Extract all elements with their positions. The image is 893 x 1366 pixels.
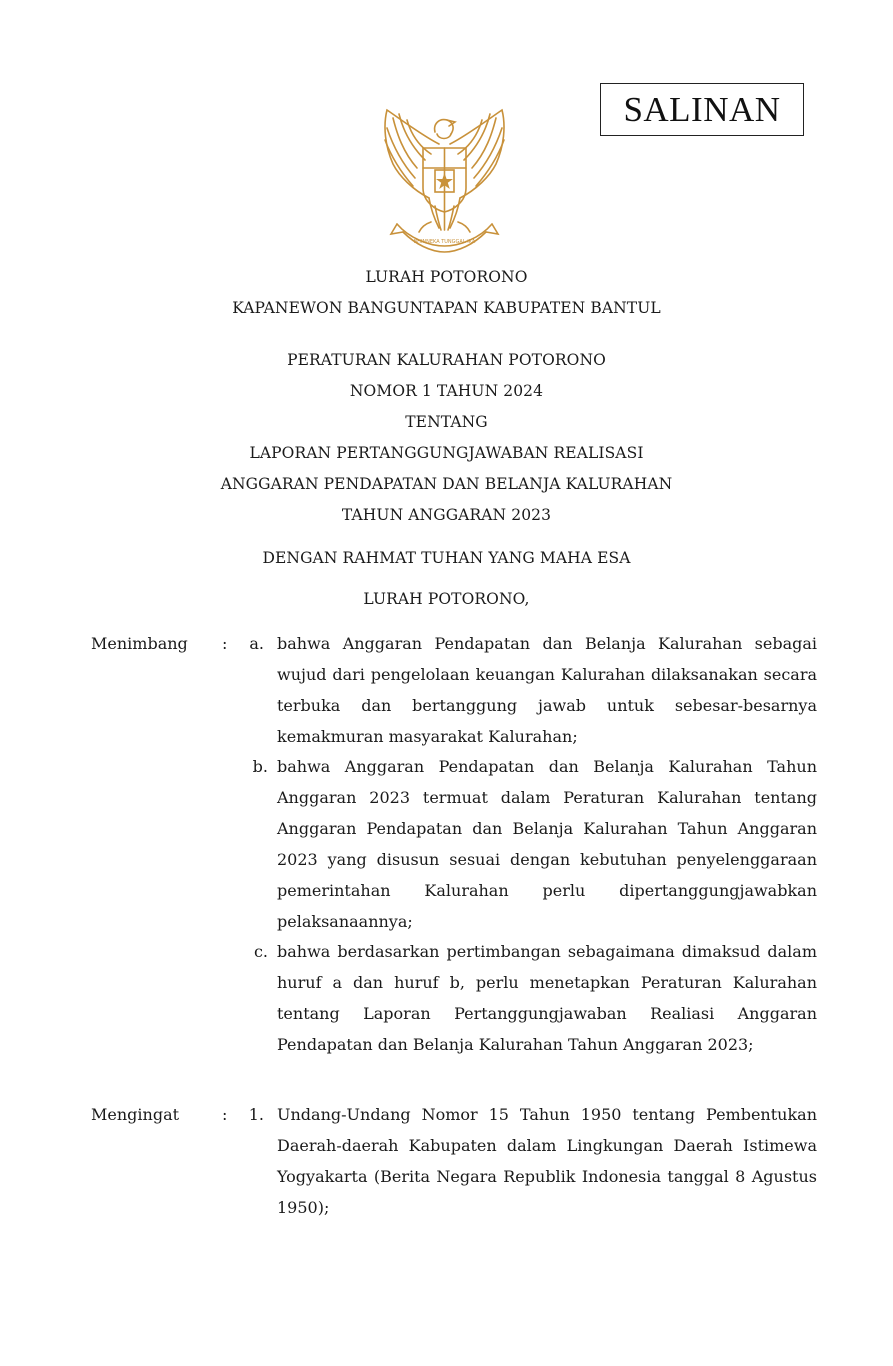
mengingat-item-1: Undang-Undang Nomor 15 Tahun 1950 tentang Pembentukan Daerah-daerah Kabupaten dalam Lingkungan Daerah Istimewa Yogyakarta (Berita Negara Republik Indonesia tanggal 8 Agustus 1950); xyxy=(277,1105,817,1217)
title-line-5: ANGGARAN PENDAPATAN DAN BELANJA KALURAHAN xyxy=(220,475,673,493)
menimbang-marker-c: c. xyxy=(253,942,268,961)
title-line-4: LAPORAN PERTANGGUNGJAWABAN REALISASI xyxy=(249,444,644,462)
preamble-line-1: DENGAN RAHMAT TUHAN YANG MAHA ESA xyxy=(262,549,631,567)
header-line-2: KAPANEWON BANGUNTAPAN KABUPATEN BANTUL xyxy=(232,299,661,317)
menimbang-marker-b: b. xyxy=(252,757,268,776)
garuda-pancasila-emblem xyxy=(373,106,516,256)
title-line-3: TENTANG xyxy=(405,413,488,431)
mengingat-colon: : xyxy=(222,1105,228,1124)
title-line-6: TAHUN ANGGARAN 2023 xyxy=(341,506,552,524)
mengingat-label: Mengingat xyxy=(91,1105,180,1124)
title-line-2: NOMOR 1 TAHUN 2024 xyxy=(349,382,544,400)
svg-text:BHINNEKA TUNGGAL IKA: BHINNEKA TUNGGAL IKA xyxy=(413,239,476,245)
menimbang-item-a: bahwa Anggaran Pendapatan dan Belanja Kalurahan sebagai wujud dari pengelolaan keuangan Kalurahan dilaksanakan secara terbuka dan bertanggung jawab untuk sebesar-besarnya kemakmuran masyarakat Kalurahan; xyxy=(277,634,817,746)
mengingat-marker-1: 1. xyxy=(248,1105,264,1124)
menimbang-label: Menimbang xyxy=(91,634,188,653)
menimbang-marker-a: a. xyxy=(249,634,264,653)
header-line-1: LURAH POTORONO xyxy=(365,268,528,286)
menimbang-item-c: bahwa berdasarkan pertimbangan sebagaimana dimaksud dalam huruf a dan huruf b, perlu menetapkan Peraturan Kalurahan tentang Laporan Pertanggungjawaban Realiasi Anggaran Pendapatan dan Belanja Kalurahan Tahun Anggaran 2023; xyxy=(277,942,817,1054)
title-line-1: PERATURAN KALURAHAN POTORONO xyxy=(287,351,606,369)
salinan-stamp: SALINAN xyxy=(600,83,804,136)
preamble-line-2: LURAH POTORONO, xyxy=(363,590,530,608)
menimbang-item-b: bahwa Anggaran Pendapatan dan Belanja Kalurahan Tahun Anggaran 2023 termuat dalam Peraturan Kalurahan tentang Anggaran Pendapatan dan Belanja Kalurahan Tahun Anggaran 2023 yang disusun sesuai dengan kebutuhan penyelenggaraan pemerintahan Kalurahan perlu dipertanggungjawabkan pelaksanaannya; xyxy=(277,757,817,931)
menimbang-colon: : xyxy=(222,634,228,653)
